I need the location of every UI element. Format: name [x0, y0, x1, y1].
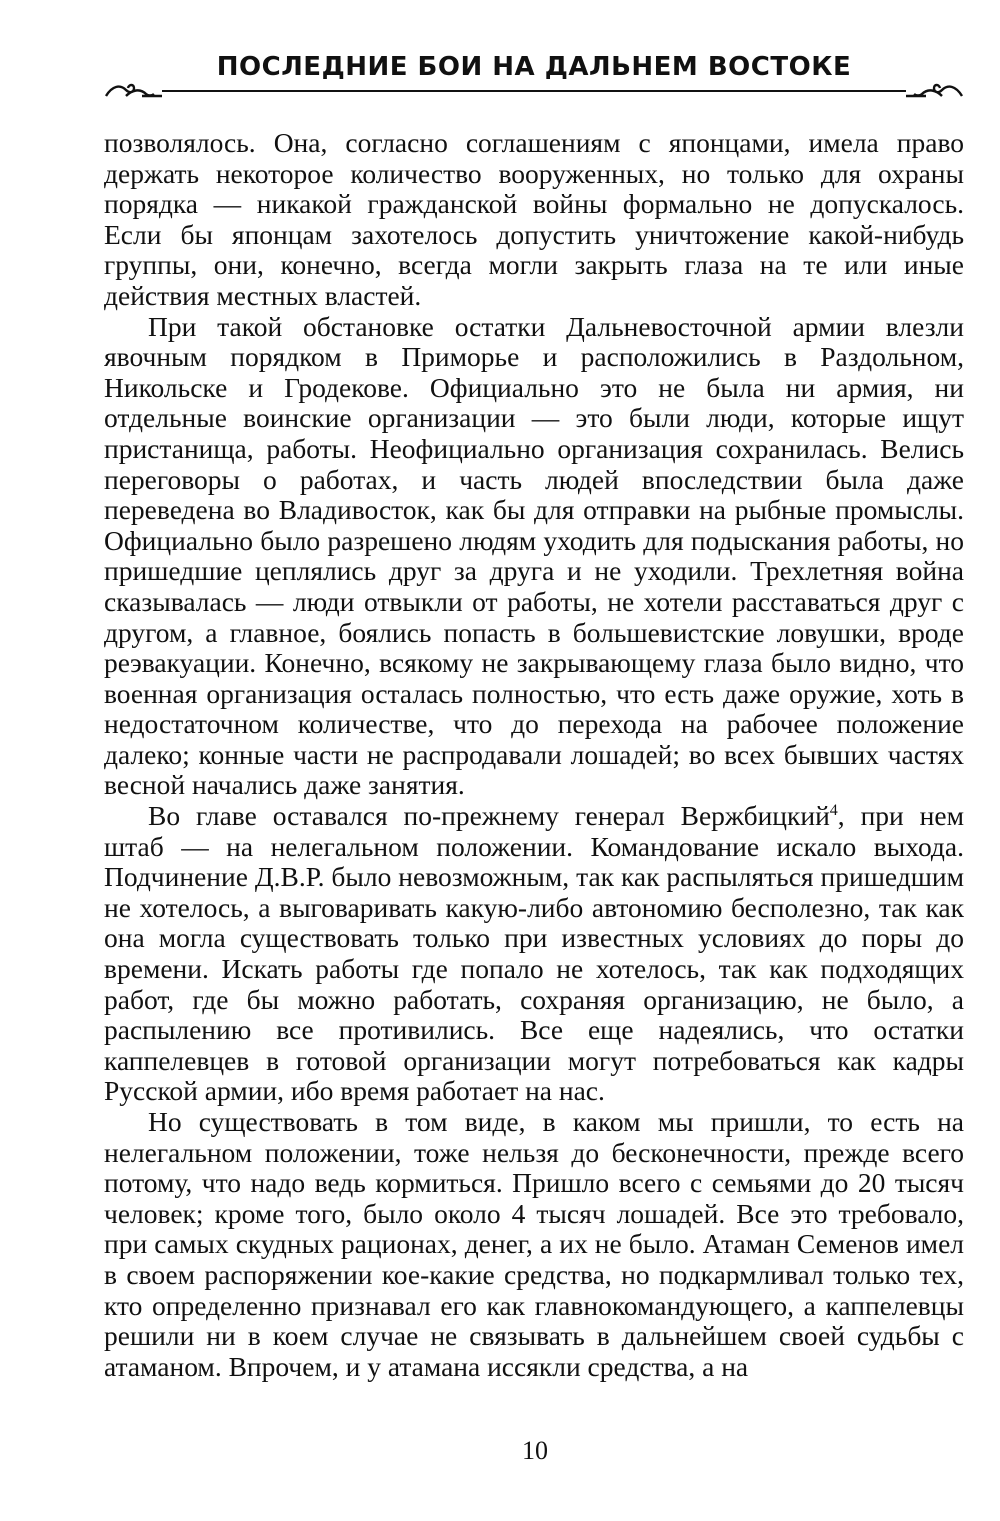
paragraph: Но существовать в том виде, в каком мы пришли, то есть на нелегальном положении, тоже нельзя до бесконечности, прежде всего потому, что надо ведь кормиться. Пришло всего с семьями до 20 тысяч человек; кроме того, было около 4 тысяч лошадей. Все это требовало, при самых скудных рационах, денег, а их не было. Атаман Семенов имел в своем распоряжении кое-какие средства, но подкармливал только тех, кто определенно признавал его как главнокомандующего, а каппелевцы решили ни в коем случае не связывать в дальнейшем своей судьбы с атаманом. Впрочем, и у атамана иссякли средства, а на: [104, 1106, 964, 1382]
paragraph: позволялось. Она, согласно соглашениям с японцами, имела право держать некоторое количество вооруженных, но только для охраны порядка — никакой гражданской войны формально не допускалось. Если бы японцам захотелось допустить уничтожение какой-нибудь группы, они, конечно, всегда могли закрыть глаза на те или иные действия местных властей.: [104, 127, 964, 311]
paragraph-text: , при нем штаб — на нелегальном положении. Командование искало выхода. Подчинение Д.В.Р. было невозможным, так как распыляться пришедшим не хотелось, а выговаривать какую-либо автономию бесполезно, так как она могла существовать только при известных условиях до поры до времени. Искать работы где попало не хотелось, так как подходящих работ, где бы можно работать, сохраняя организацию, не было, а распылению все противились. Все еще надеялись, что остатки каппелевцев в готовой организации могут потребоваться как кадры Русской армии, ибо время работает на нас.: [104, 800, 964, 1107]
running-title: ПОСЛЕДНИЕ БОИ НА ДАЛЬНЕМ ВОСТОКЕ: [216, 52, 852, 82]
header-rule: [162, 90, 906, 92]
body-text: [104, 128, 964, 1382]
paragraph: При такой обстановке остатки Дальневосточной армии влезли явочным порядком в Приморье и расположились в Раздольном, Никольске и Гродекове. Официально это не была ни армия, ни отдельные воинские организации — это были люди, которые ищут пристанища, работы. Неофициально организация сохранилась. Велись переговоры о работах, и часть людей впоследствии была даже переведена во Владивосток, как бы для отправки на рыбные промыслы. Официально было разрешено людям уходить для подыскания работы, но пришедшие цеплялись друг за друга и не уходили. Трехлетняя война сказывалась — люди отвыкли от работы, не хотели расставаться друг с другом, а главное, боялись попасть в большевистские ловушки, вроде реэвакуации. Конечно, всякому не закрывающему глаза было видно, что военная организация осталась полностью, что есть даже оружие, хоть в недостаточном количестве, что до перехода на рабочее положение далеко; конные части не распродавали лошадей; во всех бывших частях весной начались даже занятия.: [104, 310, 964, 801]
running-header: [104, 50, 964, 100]
ornament-right-icon: [906, 76, 964, 100]
footnote-reference[interactable]: 4: [829, 801, 838, 819]
paragraph-text: Во главе оставался по-прежнему генерал Вержбицкий: [148, 800, 830, 832]
paragraph: [104, 801, 964, 1107]
page-number: 10: [522, 1436, 548, 1465]
